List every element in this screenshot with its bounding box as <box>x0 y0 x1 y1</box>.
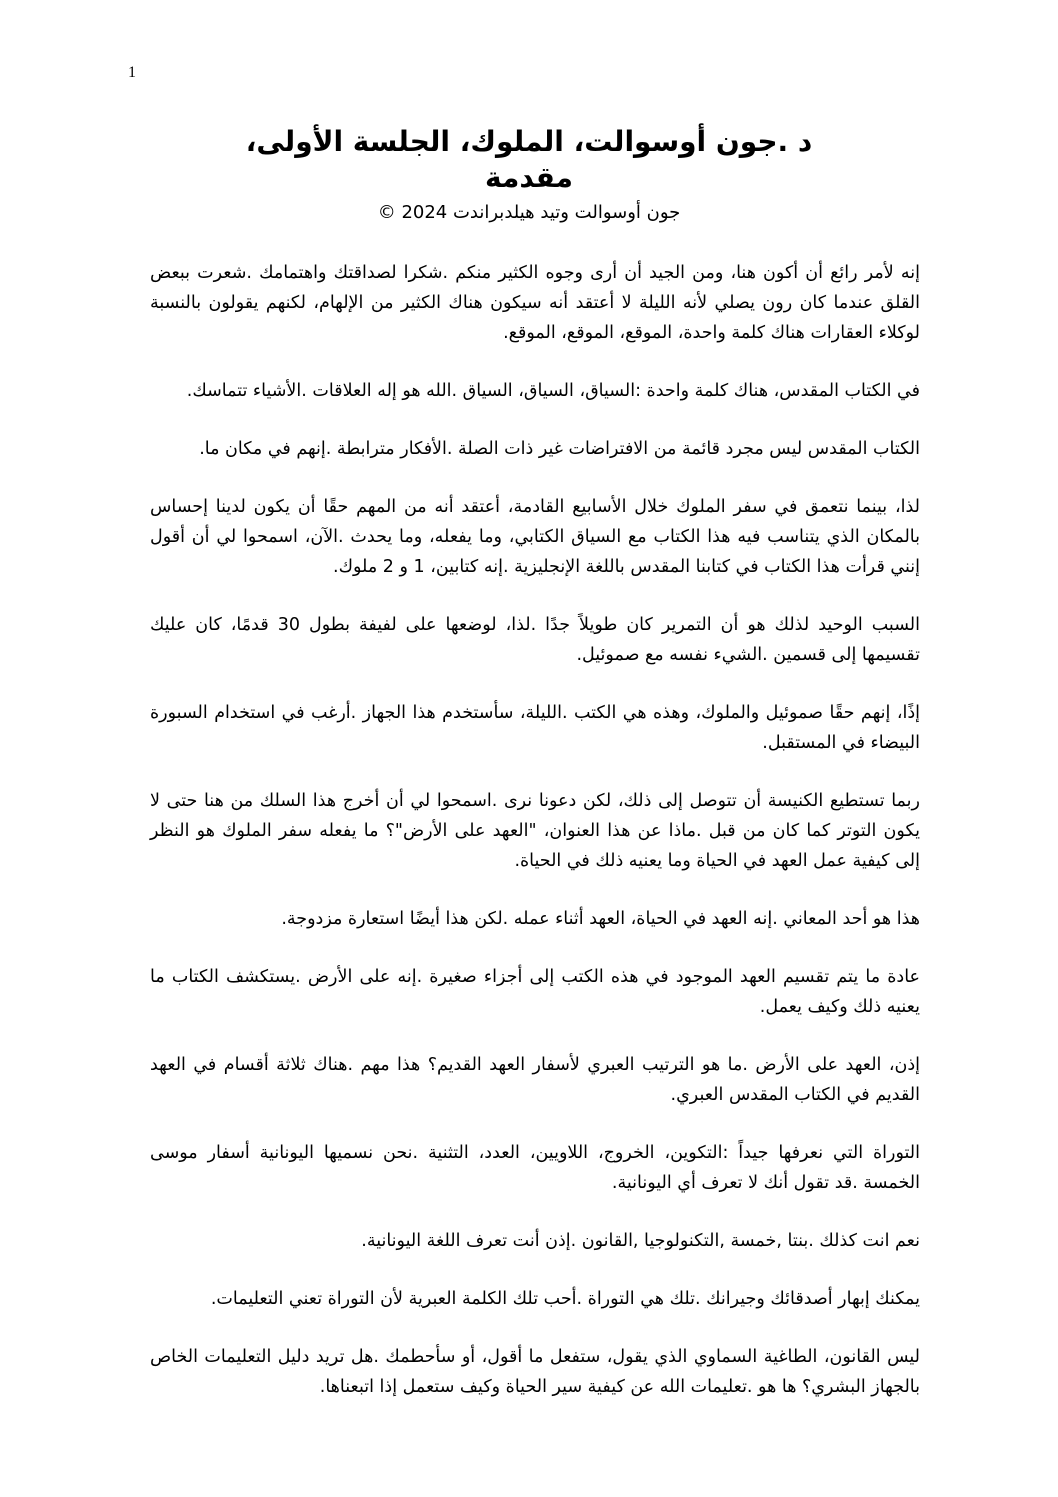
copyright-line: جون أوسوالت وتيد هيلدبراندت 2024 © <box>377 202 681 223</box>
paragraph: في الكتاب المقدس، هناك كلمة واحدة :السياق، السياق، السياق .الله هو إله العلاقات .الأشياء تتماسك. <box>186 381 920 401</box>
paragraph: لذا، بينما نتعمق في سفر الملوك خلال الأسابيع القادمة، أعتقد أنه من المهم حقًا أن يكون لدينا إحساس بالمكان الذي يتناسب فيه هذا الكتاب مع السياق الكتابي، وما يفعله، وما يحدث .الآن، اسمحوا لي أن أقول إنني قرأت هذا الكتاب في كتابنا المقدس باللغة الإنجليزية .إنه كتابين، 1 و 2 ملوك. <box>150 497 920 577</box>
paragraph: إنه لأمر رائع أن أكون هنا، ومن الجيد أن أرى وجوه الكثير منكم .شكرا لصداقتك واهتمامك .شعرت ببعض القلق عندما كان رون يصلي لأنه الليلة لا أعتقد أنه سيكون هناك الكثير من الإلهام، لكنهم يقولون بالنسبة لوكلاء العقارات هناك كلمة واحدة، الموقع، الموقع، الموقع. <box>150 263 920 343</box>
paragraph: الكتاب المقدس ليس مجرد قائمة من الافتراضات غير ذات الصلة .الأفكار مترابطة .إنهم في مكان ما. <box>199 439 920 459</box>
paragraph: يمكنك إبهار أصدقائك وجيرانك .تلك هي التوراة .أحب تلك الكلمة العبرية لأن التوراة تعني التعليمات. <box>210 1289 920 1309</box>
paragraph: هذا هو أحد المعاني .إنه العهد في الحياة، العهد أثناء عمله .لكن هذا أيضًا استعارة مزدوجة. <box>281 909 920 929</box>
paragraph: ليس القانون، الطاغية السماوي الذي يقول، ستفعل ما أقول، أو سأحطمك .هل تريد دليل التعليمات الخاص بالجهاز البشري؟ ها هو .تعليمات الله عن كيفية سير الحياة وكيف ستعمل إذا اتبعناها. <box>150 1347 920 1397</box>
paragraph: نعم انت كذلك .بنتا ,خمسة ,التكنولوجيا ,القانون .إذن أنت تعرف اللغة اليونانية. <box>361 1231 920 1251</box>
document-title: د .جون أوسوالت، الملوك، الجلسة الأولى، <box>245 125 813 158</box>
paragraph: السبب الوحيد لذلك هو أن التمرير كان طويلاً جدًا .لذا، لوضعها على لفيفة بطول 30 قدمًا، كان عليك تقسيمها إلى قسمين .الشيء نفسه مع صموئيل. <box>150 615 920 665</box>
document-body <box>150 258 920 1430</box>
page-number: 1 <box>128 64 136 81</box>
document-subtitle: مقدمة <box>485 161 573 194</box>
document-header <box>130 124 928 226</box>
paragraph: إذن، العهد على الأرض .ما هو الترتيب العبري لأسفار العهد القديم؟ هذا مهم .هناك ثلاثة أقسام في العهد القديم في الكتاب المقدس العبري. <box>150 1055 920 1105</box>
paragraph: إذًا، إنهم حقًا صموئيل والملوك، وهذه هي الكتب .الليلة، سأستخدم هذا الجهاز .أرغب في استخدام السبورة البيضاء في المستقبل. <box>150 703 920 753</box>
paragraph: عادة ما يتم تقسيم العهد الموجود في هذه الكتب إلى أجزاء صغيرة .إنه على الأرض .يستكشف الكتاب ما يعنيه ذلك وكيف يعمل. <box>150 967 920 1017</box>
paragraph: ربما تستطيع الكنيسة أن تتوصل إلى ذلك، لكن دعونا نرى .اسمحوا لي أن أخرج هذا السلك من هنا حتى لا يكون التوتر كما كان من قبل .ماذا عن هذا العنوان، "العهد على الأرض"؟ ما يفعله سفر الملوك هو النظر إلى كيفية عمل العهد في الحياة وما يعنيه ذلك في الحياة. <box>150 791 920 871</box>
paragraph: التوراة التي نعرفها جيداً :التكوين، الخروج، اللاويين، العدد، التثنية .نحن نسميها اليونانية أسفار موسى الخمسة .قد تقول أنك لا تعرف أي اليونانية. <box>150 1143 920 1193</box>
